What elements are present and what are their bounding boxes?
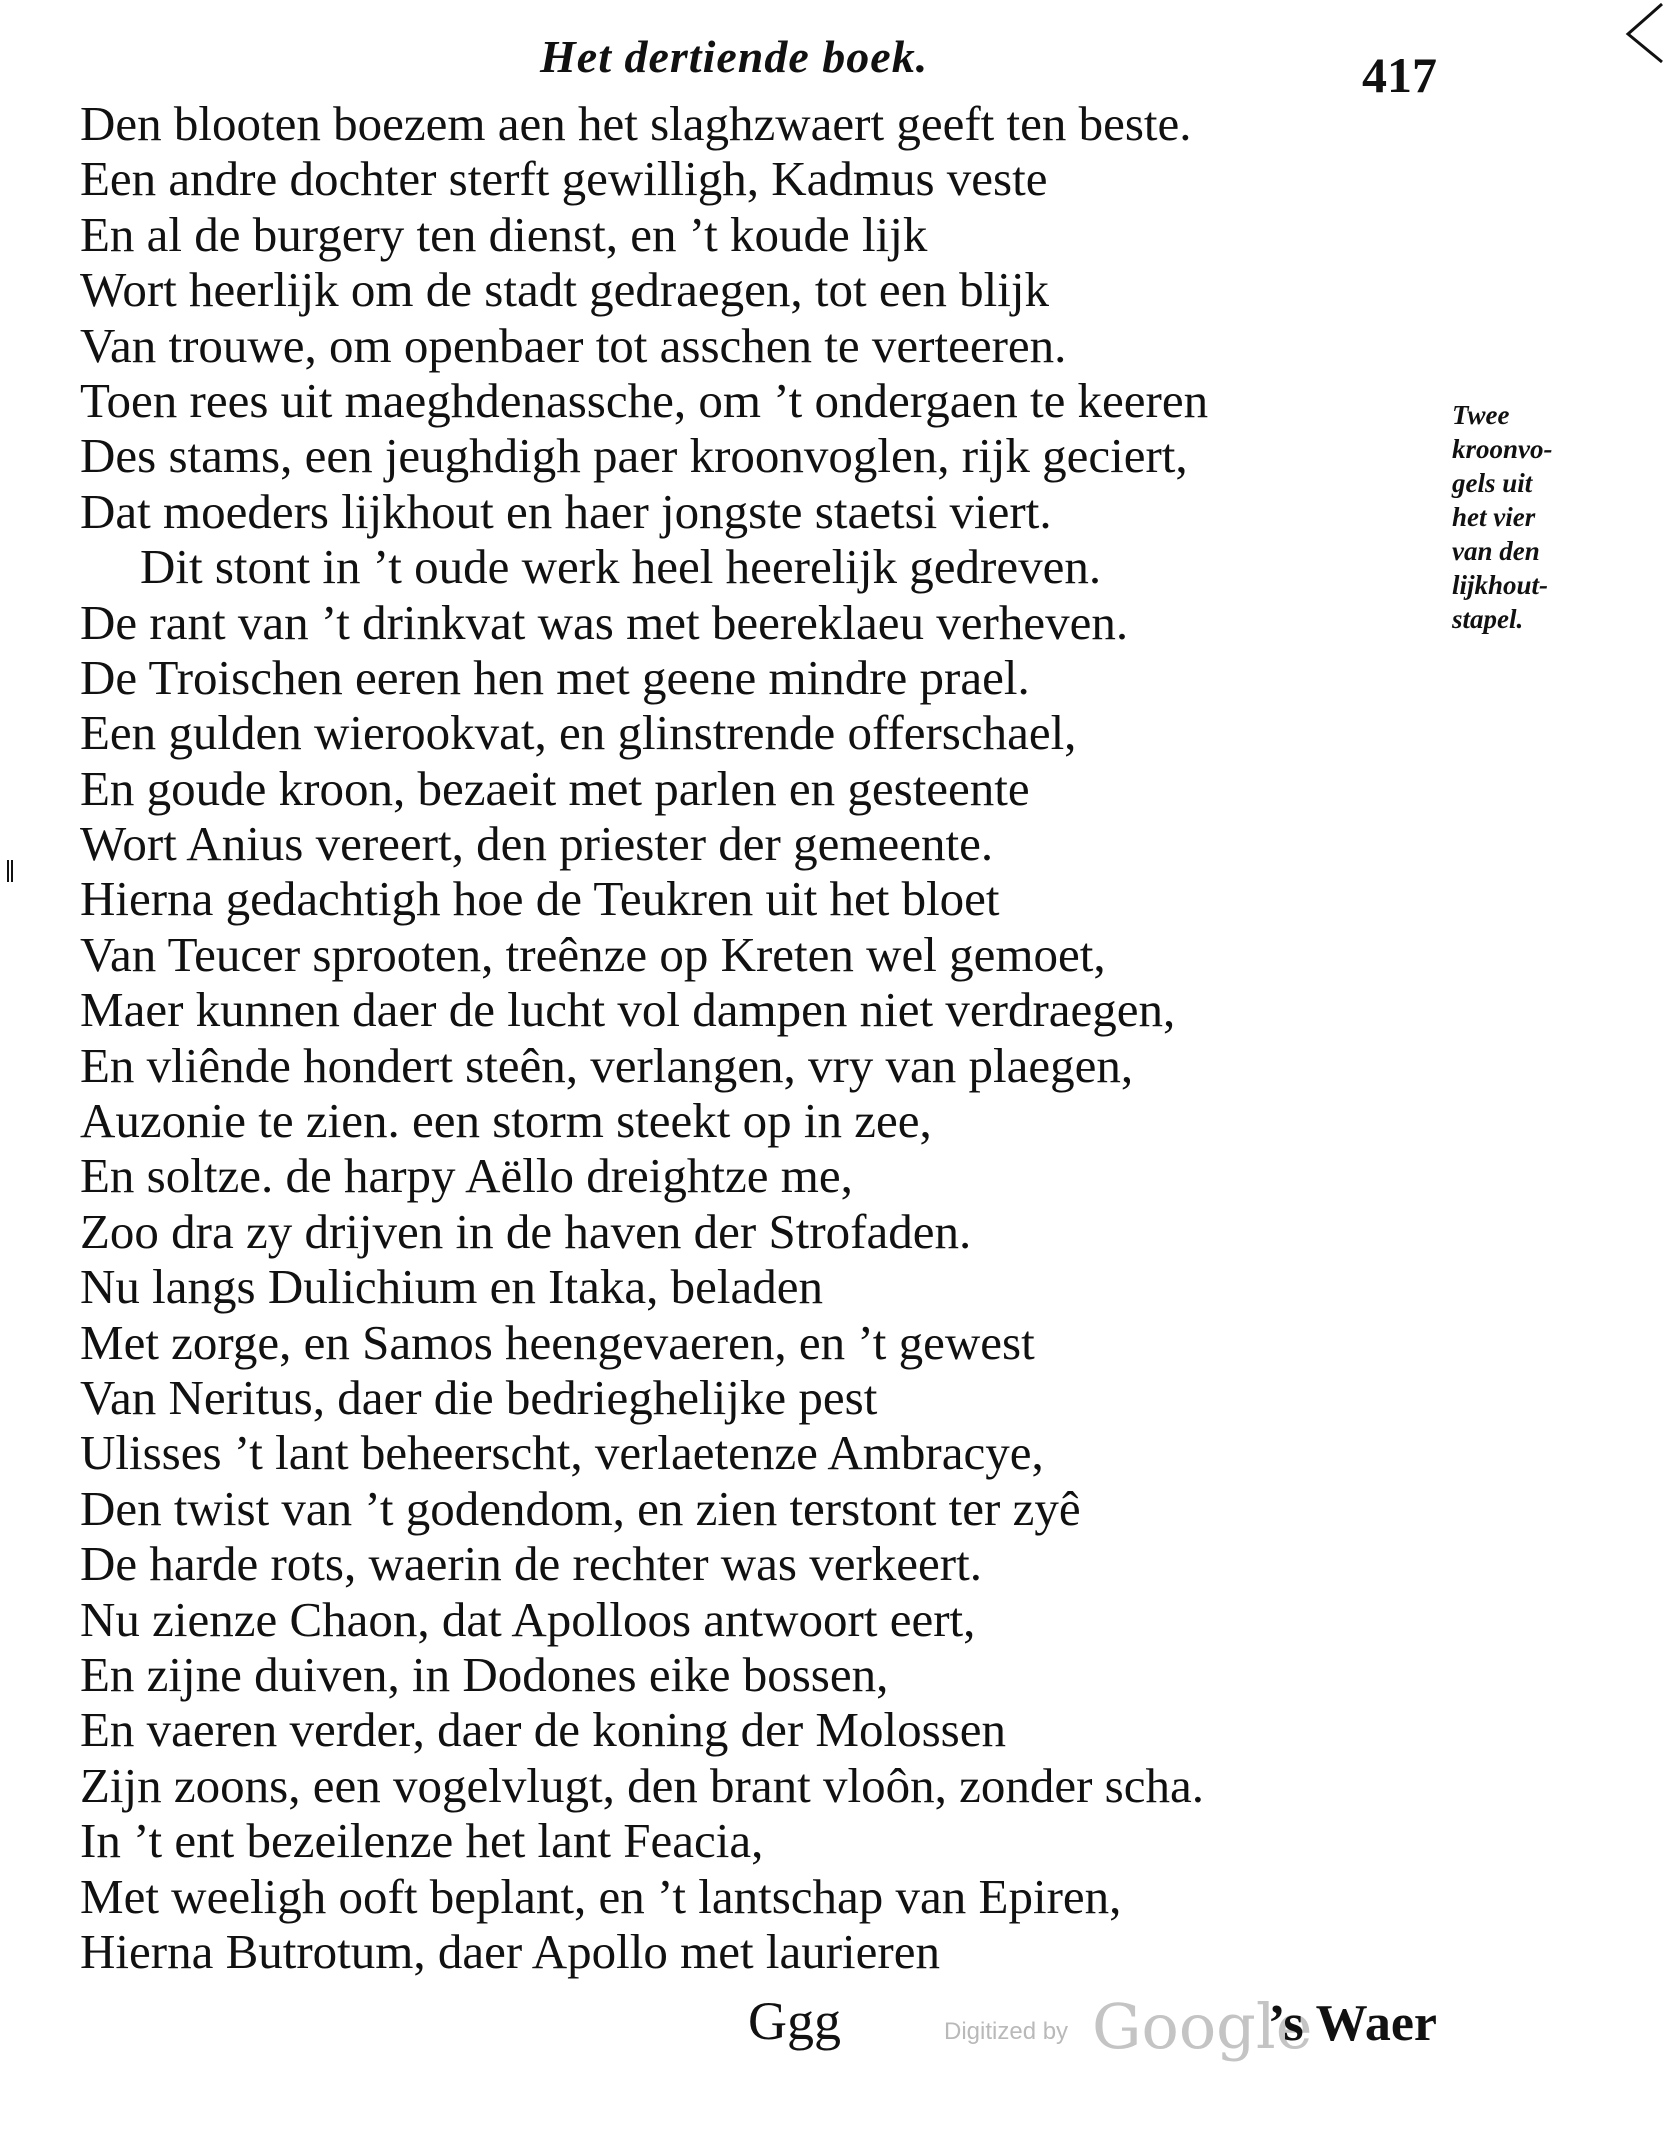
margin-note-line: Twee: [1452, 400, 1510, 430]
poem-line: De rant van ’t drinkvat was met beereklaeu verheven.: [80, 594, 1129, 650]
poem-line: Van trouwe, om openbaer tot asschen te verteeren.: [80, 317, 1067, 373]
margin-note-line: lijkhout-: [1452, 570, 1549, 600]
signature-mark: Ggg: [748, 1991, 841, 2051]
margin-note-line: stapel.: [1452, 604, 1524, 634]
poem-line: Den blooten boezem aen het slaghzwaert geeft ten beste.: [80, 96, 1192, 151]
poem-line: En soltze. de harpy Aëllo dreightze me,: [80, 1148, 853, 1204]
poem-line: Zijn zoons, een vogelvlugt, den brant vloôn, zonder scha.: [80, 1757, 1204, 1813]
poem-line: Hierna Butrotum, daer Apollo met laurieren: [80, 1923, 940, 1979]
google-watermark-logo: Google: [1092, 1990, 1313, 2063]
poem-line: Een gulden wierookvat, en glinstrende offerschael,: [80, 705, 1077, 761]
poem-line: Een andre dochter sterft gewilligh, Kadmus veste: [80, 151, 1048, 207]
poem-line: Wort heerlijk om de stadt gedraegen, tot een blijk: [80, 262, 1049, 318]
poem-line: Met zorge, en Samos heengevaeren, en ’t gewest: [80, 1314, 1035, 1370]
poem-line: Met weeligh ooft beplant, en ’t lantschap van Epiren,: [80, 1868, 1122, 1924]
margin-note-line: kroonvo-: [1452, 434, 1553, 464]
poem-line: Nu langs Dulichium en Itaka, beladen: [80, 1259, 823, 1315]
page-corner-mark: [1604, 0, 1664, 70]
poem-line: Van Teucer sprooten, treênze op Kreten wel gemoet,: [80, 926, 1106, 982]
catchword: ’s Waer: [1268, 1995, 1437, 2052]
poem-line: Den twist van ’t godendom, en zien terstont ter zyê: [80, 1480, 1081, 1536]
poem-line: Ulisses ’t lant beheerscht, verlaetenze Ambracye,: [80, 1425, 1044, 1481]
poem-line: Van Neritus, daer die bedrieghelijke pest: [80, 1369, 878, 1425]
poem-line: Toen rees uit maeghdenassche, om ’t ondergaen te keeren: [80, 372, 1209, 428]
poem-line-indented: Dit stont in ’t oude werk heel heerelijk gedreven.: [140, 539, 1102, 595]
margin-bracket-mark: [6, 858, 16, 884]
poem-line: Nu zienze Chaon, dat Apolloos antwoort eert,: [80, 1591, 976, 1647]
page-number: 417: [1362, 47, 1437, 103]
poem-line: Des stams, een jeughdigh paer kroonvoglen, rijk geciert,: [80, 428, 1188, 484]
poem-line: Wort Anius vereert, den priester der gemeente.: [80, 816, 994, 872]
poem-line: Dat moeders lijkhout en haer jongste staetsi viert.: [80, 483, 1052, 539]
poem-line: Hierna gedachtigh hoe de Teukren uit het bloet: [80, 871, 1000, 927]
margin-note-line: het vier: [1452, 502, 1536, 532]
poem-line: En al de burgery ten dienst, en ’t koude lijk: [80, 206, 928, 262]
poem-line: De Troischen eeren hen met geene mindre prael.: [80, 649, 1030, 705]
poem-line: In ’t ent bezeilenze het lant Feacia,: [80, 1813, 764, 1869]
digitized-by-label: Digitized by: [944, 2018, 1069, 2045]
poem-line: En vliênde hondert steên, verlangen, vry van plaegen,: [80, 1037, 1134, 1093]
margin-note-line: van den: [1452, 536, 1540, 566]
poem-text: [80, 96, 1420, 1979]
running-head: Het dertiende boek.: [540, 31, 929, 82]
poem-line: En zijne duiven, in Dodones eike bossen,: [80, 1646, 889, 1702]
margin-note: [1452, 398, 1622, 636]
margin-note-line: gels uit: [1452, 468, 1533, 498]
poem-line: Maer kunnen daer de lucht vol dampen niet verdraegen,: [80, 982, 1176, 1038]
poem-line: De harde rots, waerin de rechter was verkeert.: [80, 1536, 982, 1592]
poem-line: Auzonie te zien. een storm steekt op in zee,: [80, 1093, 932, 1149]
poem-line: En goude kroon, bezaeit met parlen en gesteente: [80, 760, 1030, 816]
poem-line: En vaeren verder, daer de koning der Molossen: [80, 1702, 1006, 1758]
poem-line: Zoo dra zy drijven in de haven der Strofaden.: [80, 1203, 972, 1259]
page-footer: [0, 1990, 1664, 2070]
